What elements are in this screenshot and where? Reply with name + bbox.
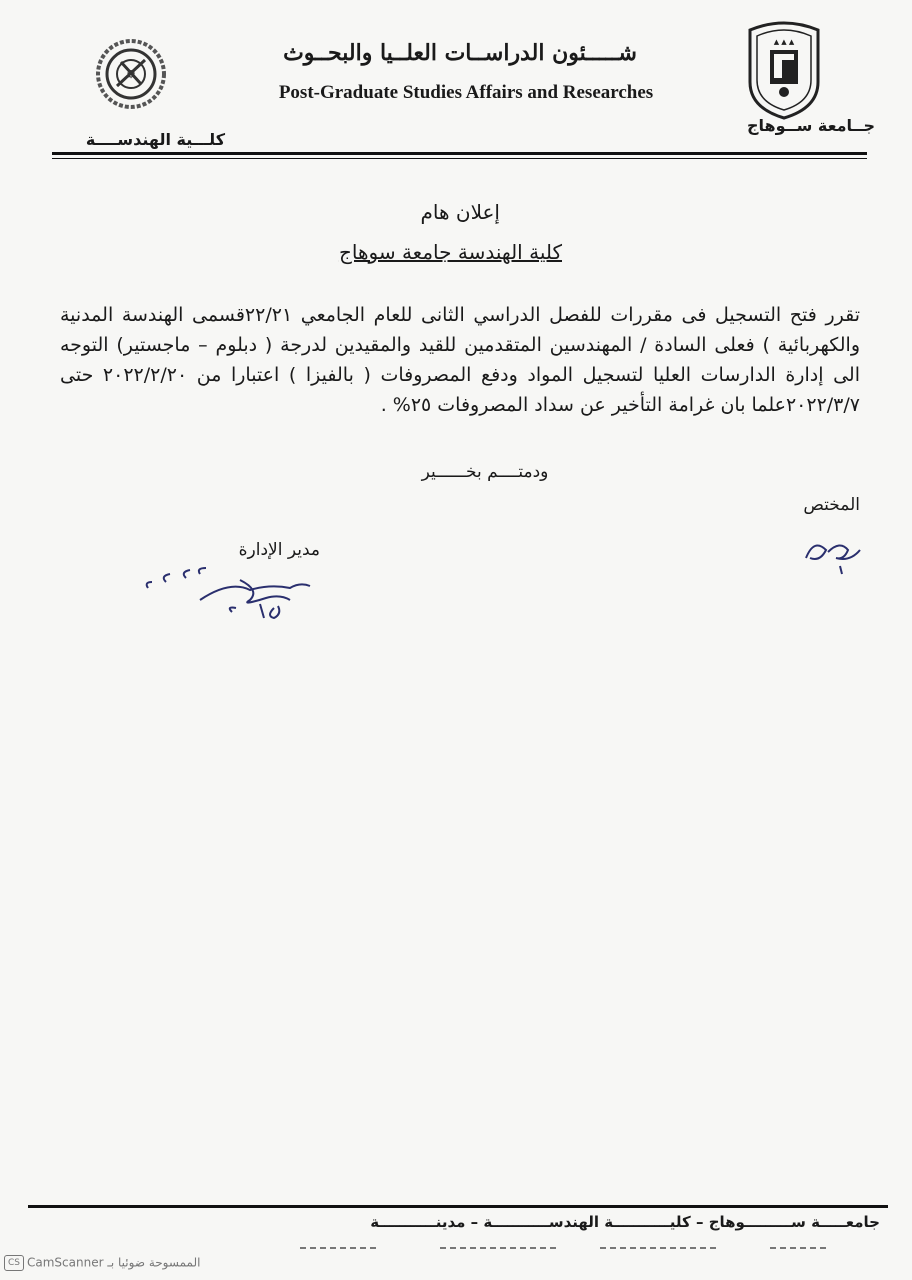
closing-phrase: ودمتــــم بخــــــير: [421, 462, 549, 482]
footer-divider: [28, 1205, 888, 1208]
manager-signature: [140, 560, 320, 625]
header-english-title: Post-Graduate Studies Affairs and Researches: [278, 82, 654, 103]
svg-text:⚙: ⚙: [126, 68, 136, 81]
camscanner-text: CamScanner الممسوحة ضوئيا بـ: [27, 1255, 201, 1270]
faculty-name: كلـــية الهندســــة: [85, 130, 225, 149]
specialist-signature: [800, 528, 870, 578]
announcement-body: تقرر فتح التسجيل فى مقررات للفصل الدراسي الثانى للعام الجامعي ٢٢/٢١قسمى الهندسة المدنية والكهربائية ) فعلى السادة / المهندسين المتقدمين للقيد والمقيدين لدرجة ( دبلوم – ماجستير) التوجه الى إدارة الدارسات العليا لتسجيل المواد ودفع المصروفات ( بالفيزا ) اعتبارا من ٢٠٢٢/٢/٢٠ حتى ٢٠٢٢/٣/٧علما بان غرامة التأخير عن سداد المصروفات ٢٥% .: [60, 304, 861, 416]
camscanner-logo-icon: CS: [4, 1255, 24, 1271]
header-divider-thin: [52, 158, 867, 159]
footer-address: جامعـــــة ســـــــــوهاج – كليـــــــــــة الهندســـــــــــة – مدينـــــــــــة: [370, 1213, 880, 1231]
announcement-subtitle: كلية الهندسة جامعة سوهاج: [338, 240, 562, 264]
announcement-title: إعلان هام: [420, 200, 500, 224]
manager-label: مدير الإدارة: [238, 540, 320, 560]
sohag-university-logo: [744, 20, 824, 120]
header-arabic-title: شـــــئون الدراســات العلــيا والبحــوث: [283, 40, 637, 66]
svg-text:▲ ▲ ▲: ▲ ▲ ▲: [773, 38, 795, 46]
footer-cutoff-line: [300, 1238, 860, 1252]
university-name: جــامعة ســوهاج: [746, 116, 875, 135]
specialist-label: المختص: [803, 495, 860, 515]
header-divider-thick: [52, 152, 867, 155]
faculty-of-engineering-logo: [95, 38, 167, 110]
camscanner-watermark: [4, 1255, 244, 1271]
